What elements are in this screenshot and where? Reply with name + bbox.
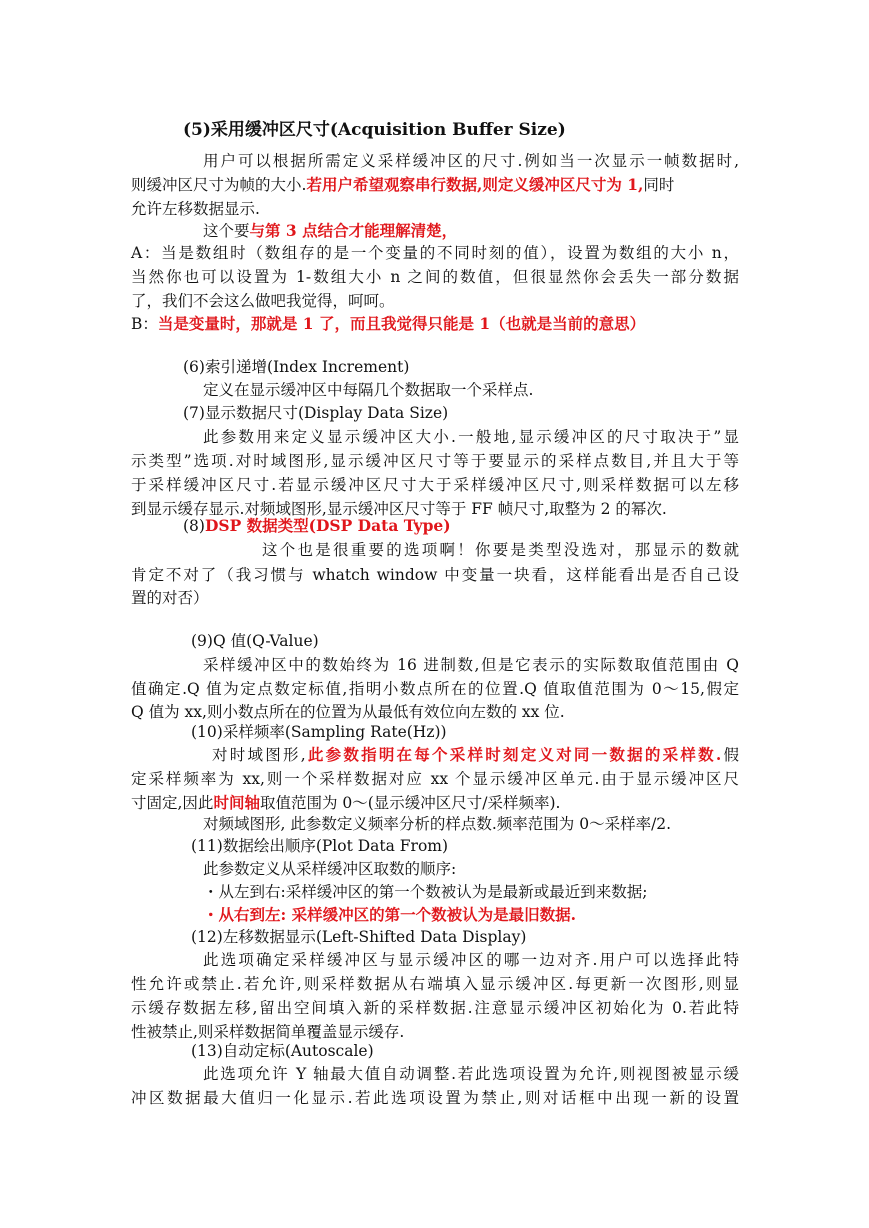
s5-para1-line1: 用户可以根据所需定义采样缓冲区的尺寸.例如当一次显示一帧数据时, [203,152,739,170]
s5-para1-line2 [131,175,739,195]
s7-line3: 于采样缓冲区尺寸.若显示缓冲区尺寸大于采样缓冲区尺寸,则采样数据可以左移 [131,476,739,494]
section-10-heading: (10)采样频率(Sampling Rate(Hz)) [191,723,447,741]
s5-text: 同时 [643,176,675,194]
s9-line2: 值确定.Q 值为定点数定标值,指明小数点所在的位置.Q 值取值范围为 0～15,假定 [131,680,739,698]
s5-item-a-line1: A：当是数组时（数组存的是一个变量的不同时刻的值），设置为数组的大小 n， [131,244,739,262]
s12-line1: 此选项确定采样缓冲区与显示缓冲区的哪一边对齐.用户可以选择此特 [203,951,739,969]
s5-item-a-line3: 了，我们不会这么做吧我觉得，呵呵。 [131,292,395,310]
s10-line4: 对频域图形, 此参数定义频率分析的样点数.频率范围为 0～采样率/2. [203,815,672,833]
s8-line2: 肯定不对了（我习惯与 whatch window 中变量一块看，这样能看出是否自己设 [131,566,739,584]
s12-line4: 性被禁止,则采样数据简单覆盖显示缓存. [131,1023,405,1041]
s10-line1 [212,745,739,765]
s5-text: 则缓冲区尺寸为帧的大小. [131,176,307,194]
section-9-heading: (9)Q 值(Q-Value) [191,632,319,650]
section-7-heading: (7)显示数据尺寸(Display Data Size) [183,404,449,422]
s7-line2: 示类型”选项.对时域图形,显示缓冲区尺寸等于要显示的采样点数目,并且大于等 [131,452,739,470]
section-12-heading: (12)左移数据显示(Left-Shifted Data Display) [191,928,527,946]
s9-line1: 采样缓冲区中的数始终为 16 进制数,但是它表示的实际数取值范围由 Q [203,656,739,674]
section-13-heading: (13)自动定标(Autoscale) [191,1042,374,1060]
s10-line3 [131,793,739,813]
s10-highlight: 此参数指明在每个采样时刻定义对同一数据的采样数. [305,745,722,764]
section-5-heading: (5)采用缓冲区尺寸(Acquisition Buffer Size) [183,120,566,140]
s9-line3: Q 值为 xx,则小数点所在的位置为从最低有效位向左数的 xx 位. [131,703,565,721]
s8-line1: 这个也是很重要的选项啊！你要是类型没选对，那显示的数就 [262,541,739,559]
s6-para: 定义在显示缓冲区中每隔几个数据取一个采样点. [203,381,534,399]
section-8-heading [183,516,791,536]
s5-item-b [131,314,739,334]
section-11-heading: (11)数据绘出顺序(Plot Data From) [191,837,449,855]
s10-text: 假 [721,746,739,764]
s10-text: 对时域图形, [212,746,306,764]
section-6-heading: (6)索引递增(Index Increment) [183,358,410,376]
s5-highlight: 与第 3 点结合才能理解清楚， [249,221,458,240]
s7-line1: 此参数用来定义显示缓冲区大小.一般地,显示缓冲区的尺寸取决于”显 [203,428,739,446]
s12-line2: 性允许或禁止.若允许,则采样数据从右端填入显示缓冲区.每更新一次图形,则显 [131,975,739,993]
s10-text: 取值范围为 0～(显示缓冲区尺寸/采样频率). [259,794,561,812]
s8-heading-prefix: (8) [183,517,205,535]
s8-heading-title: DSP 数据类型(DSP Data Type) [204,516,451,535]
s10-text: 寸固定,因此 [131,794,214,812]
s8-line3: 置的对否） [131,589,209,607]
s5-para1-line3: 允许左移数据显示. [131,200,260,218]
s11-item-2: ・从右到左: 采样缓冲区的第一个数被认为是最旧数据. [203,905,577,924]
s12-line3: 示缓存数据左移,留出空间填入新的采样数据.注意显示缓冲区初始化为 0.若此特 [131,999,739,1017]
s7-line4: 到显示缓存显示.对频域图形,显示缓冲区尺寸等于 FF 帧尺寸,取整为 2 的幂次. [131,500,667,518]
s13-line1: 此选项允许 Y 轴最大值自动调整.若此选项设置为允许,则视图被显示缓 [203,1065,739,1083]
s5-para2 [203,221,811,241]
s5-item-b-label: B： [131,315,158,333]
s11-para: 此参数定义从采样缓冲区取数的顺序: [203,860,457,878]
s5-text: 这个要 [203,222,250,240]
s11-item-1: ・从左到右:采样缓冲区的第一个数被认为是最新或最近到来数据; [203,883,648,901]
s5-item-a-line2: 当然你也可以设置为 1-数组大小 n 之间的数值，但很显然你会丢失一部分数据 [131,268,739,286]
s5-highlight: 若用户希望观察串行数据,则定义缓冲区尺寸为 1, [306,175,644,194]
s13-line2: 冲区数据最大值归一化显示.若此选项设置为禁止,则对话框中出现一新的设置 [131,1089,739,1107]
s10-highlight: 时间轴 [213,793,260,812]
s10-line2: 定采样频率为 xx,则一个采样数据对应 xx 个显示缓冲区单元.由于显示缓冲区尺 [131,770,739,788]
s5-item-b-text: 当是变量时，那就是 1 了，而且我觉得只能是 1（也就是当前的意思） [157,314,646,333]
